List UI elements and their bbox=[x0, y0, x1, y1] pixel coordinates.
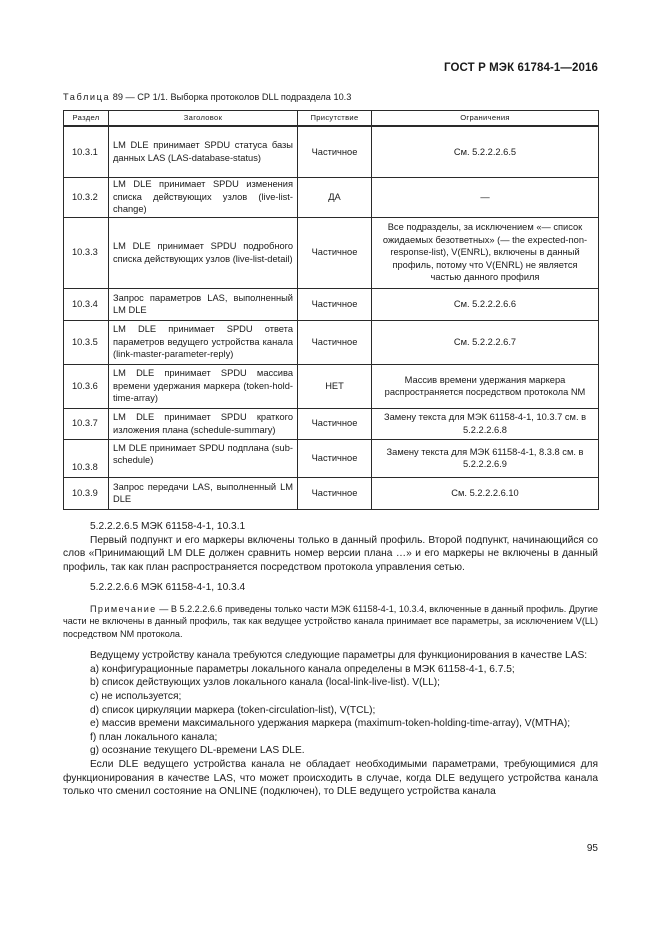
section-paragraph: Первый подпункт и его маркеры включены только в данный профиль. Второй подпункт, начинающийся со слов «Принимающий LM DLE должен сравнить номер версии плана …» и его маркеры не включены в данный профиль, так как план распространяется посредством протокола управления сетью. bbox=[63, 534, 598, 573]
row-heading: LM DLE принимает SPDU ответа параметров ведущего устройства канала (link-master-parameter-reply) bbox=[109, 320, 298, 364]
list-item: e) массив времени максимального удержания маркера (maximum-token-holding-time-array), V(MTHA); bbox=[90, 718, 571, 730]
closing-paragraph: Если DLE ведущего устройства канала не обладает необходимыми параметрами, требующимися для функционирования в качестве LAS, что может происходить в случае, когда DLE ведущего устройства канала только что сменил состояние на ONLINE (подключен), то DLE ведущего устройства канала bbox=[63, 758, 598, 798]
row-limits: См. 5.2.2.2.6.10 bbox=[372, 477, 599, 509]
list-item: d) список циркуляции маркера (token-circulation-list), V(TCL); bbox=[90, 704, 376, 716]
row-limits: Все подразделы, за исключением «— список ожидаемых безответных» (— the expected-non-response-list), V(ENRL), включены в данный профиль, потому что V(ENRL) не является частью данного профиля bbox=[372, 217, 599, 288]
row-limits: Замену текста для МЭК 61158-4-1, 10.3.7 см. в 5.2.2.2.6.8 bbox=[372, 408, 599, 439]
row-presence: Частичное bbox=[298, 217, 372, 288]
column-header-section: Раздел bbox=[64, 111, 109, 127]
table-row bbox=[64, 439, 599, 477]
row-limits: — bbox=[372, 177, 599, 217]
table-caption bbox=[63, 92, 351, 102]
row-presence: Частичное bbox=[298, 320, 372, 364]
row-section: 10.3.9 bbox=[64, 477, 109, 509]
standard-header: ГОСТ Р МЭК 61784-1—2016 bbox=[444, 62, 598, 74]
table-row bbox=[64, 477, 599, 509]
note-label: Примечание bbox=[90, 603, 157, 614]
row-presence: ДА bbox=[298, 177, 372, 217]
row-section: 10.3.8 bbox=[64, 439, 109, 477]
row-presence: НЕТ bbox=[298, 364, 372, 408]
column-header-limits: Ограничения bbox=[372, 111, 599, 127]
table-row bbox=[64, 288, 599, 320]
row-section: 10.3.7 bbox=[64, 408, 109, 439]
table-header-row bbox=[64, 111, 599, 127]
params-intro: Ведущему устройству канала требуются следующие параметры для функционирования в качестве LAS: bbox=[90, 650, 588, 662]
table-caption-label: Таблица bbox=[63, 92, 111, 102]
row-presence: Частичное bbox=[298, 439, 372, 477]
row-heading: LM DLE принимает SPDU изменения списка действующих узлов (live-list-change) bbox=[109, 177, 298, 217]
row-section: 10.3.1 bbox=[64, 126, 109, 177]
row-section: 10.3.6 bbox=[64, 364, 109, 408]
note-paragraph bbox=[63, 603, 598, 640]
list-item: a) конфигурационные параметры локального канала определены в МЭК 61158-4-1, 6.7.5; bbox=[90, 663, 515, 675]
note-text: — В 5.2.2.2.6.6 приведены только части МЭК 61158-4-1, 10.3.4, включенные в данный профиль. Другие части не включены в данный профиль, так как ведущее устройство канала принимает все параметры, за исключением V(LL) посредством NM протокола. bbox=[63, 603, 598, 639]
table-row bbox=[64, 320, 599, 364]
table-caption-text: 89 — СР 1/1. Выборка протоколов DLL подраздела 10.3 bbox=[110, 92, 352, 102]
row-heading: LM DLE принимает SPDU статуса базы данных LAS (LAS-database-status) bbox=[109, 126, 298, 177]
column-header-presence: Присутствие bbox=[298, 111, 372, 127]
row-presence: Частичное bbox=[298, 477, 372, 509]
list-item: f) план локального канала; bbox=[90, 731, 218, 743]
row-heading: LM DLE принимает SPDU краткого изложения плана (schedule-summary) bbox=[109, 408, 298, 439]
section-title: 5.2.2.2.6.6 МЭК 61158-4-1, 10.3.4 bbox=[90, 582, 246, 594]
section-title: 5.2.2.2.6.5 МЭК 61158-4-1, 10.3.1 bbox=[90, 521, 246, 532]
row-limits: Массив времени удержания маркера распространяется посредством протокола NM bbox=[372, 364, 599, 408]
row-presence: Частичное bbox=[298, 126, 372, 177]
row-presence: Частичное bbox=[298, 408, 372, 439]
row-heading: Запрос передачи LAS, выполненный LM DLE bbox=[109, 477, 298, 509]
row-presence: Частичное bbox=[298, 288, 372, 320]
protocol-selection-table bbox=[63, 110, 599, 510]
section-5-2-2-2-6-5 bbox=[63, 520, 598, 799]
row-section: 10.3.2 bbox=[64, 177, 109, 217]
row-limits: См. 5.2.2.2.6.7 bbox=[372, 320, 599, 364]
table-row bbox=[64, 177, 599, 217]
table-row bbox=[64, 408, 599, 439]
column-header-heading: Заголовок bbox=[109, 111, 298, 127]
row-limits: Замену текста для МЭК 61158-4-1, 8.3.8 см. в 5.2.2.2.6.9 bbox=[372, 439, 599, 477]
table-row bbox=[64, 364, 599, 408]
table-row bbox=[64, 126, 599, 177]
list-item: b) список действующих узлов локального канала (local-link-live-list). V(LL); bbox=[90, 677, 440, 689]
row-section: 10.3.4 bbox=[64, 288, 109, 320]
table-row bbox=[64, 217, 599, 288]
row-limits: См. 5.2.2.2.6.6 bbox=[372, 288, 599, 320]
list-item: g) осознание текущего DL-времени LAS DLE. bbox=[90, 745, 305, 757]
row-heading: LM DLE принимает SPDU подплана (sub-schedule) bbox=[109, 439, 298, 477]
page-number: 95 bbox=[586, 843, 598, 854]
row-heading: LM DLE принимает SPDU массива времени удержания маркера (token-hold-time-array) bbox=[109, 364, 298, 408]
row-limits: См. 5.2.2.2.6.5 bbox=[372, 126, 599, 177]
row-section: 10.3.5 bbox=[64, 320, 109, 364]
row-heading: Запрос параметров LAS, выполненный LM DLE bbox=[109, 288, 298, 320]
row-heading: LM DLE принимает SPDU подробного списка действующих узлов (live-list-detail) bbox=[109, 217, 298, 288]
row-section: 10.3.3 bbox=[64, 217, 109, 288]
list-item: c) не используется; bbox=[90, 690, 182, 702]
